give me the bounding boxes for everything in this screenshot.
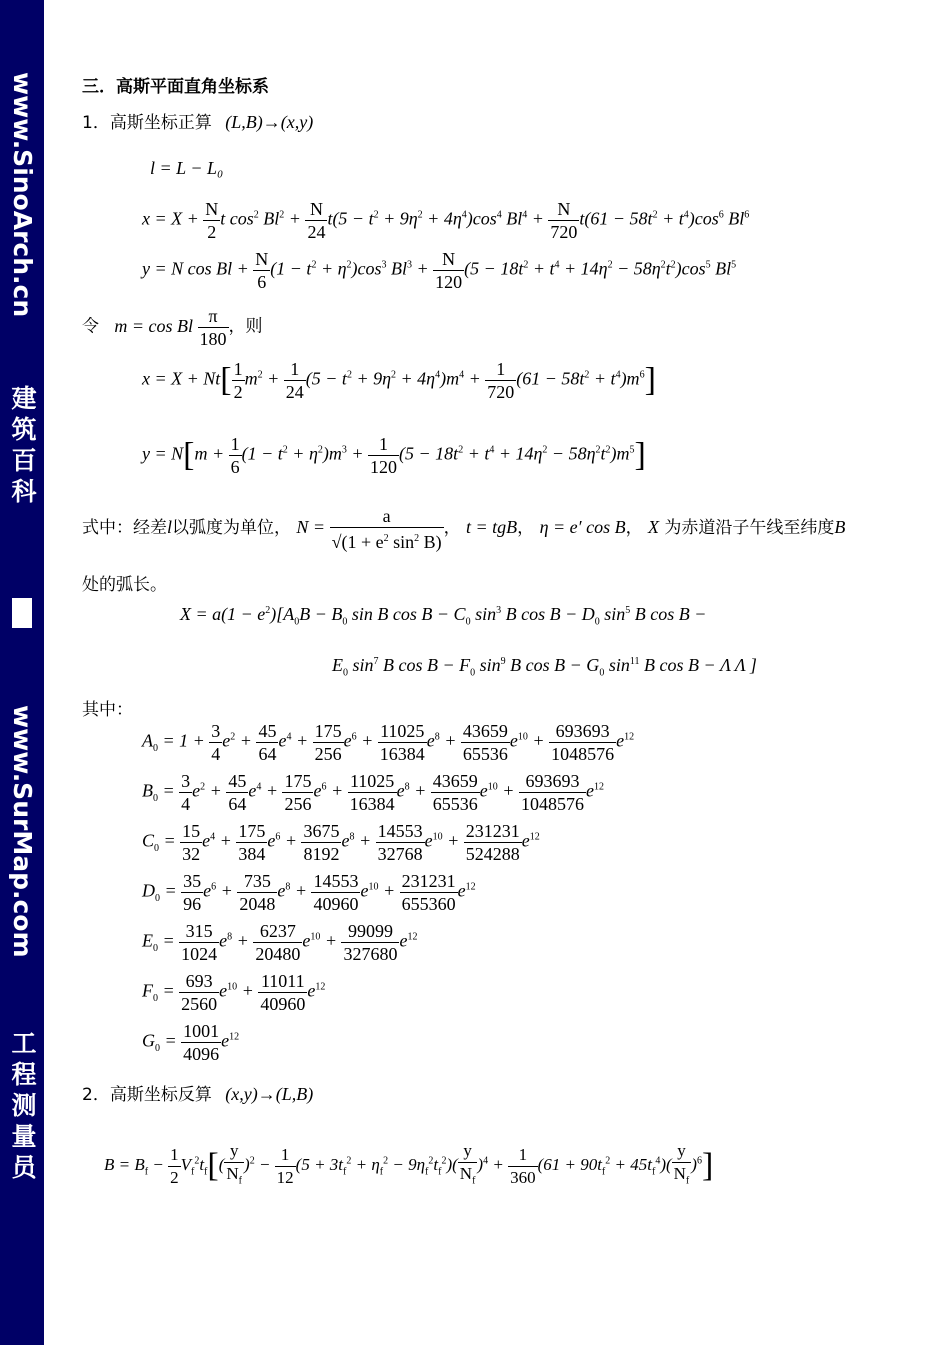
- then-word: ，则: [228, 316, 263, 337]
- section-heading: 三．高斯平面直角坐标系: [82, 77, 269, 97]
- eq-D0: $D_0$ = $\frac{35}{96}$ $e^6$ + $\frac{735}{2048}$ $e^8$ + $\frac{14553}{40960}$ $e^{10}$ + $\frac{231231}{655360}$ $e^{12}$: [142, 871, 476, 914]
- let-line: [82, 305, 263, 350]
- section-2-expr: (x,y)→(L,B): [225, 1084, 314, 1104]
- qizhong-label: 其中：: [82, 700, 133, 720]
- eq-E0: $E_0$ = $\frac{315}{1024}$ $e^8$ + $\frac{6237}{20480}$ $e^{10}$ + $\frac{99099}{327680}$ $e^{12}$: [142, 921, 418, 964]
- sidebar-url-sinoarch[interactable]: www.SinoArch.cn: [8, 72, 37, 318]
- where-line-2: 处的弧长。: [82, 575, 167, 595]
- eq-m-def: m = cos Bl $\frac{\pi}{180}$: [114, 306, 227, 349]
- eq-t-def: t = tgB: [466, 517, 518, 538]
- eq-y-forward: y = N cos Bl + $\frac{N}{6}$ $(1 - t^2 + \eta^2)\cos^3$ $Bl^3$ + $\frac{N}{120}$ $(5 - 18t^2 + t^4 + 14\eta^2 - 58\eta^2t^2)\cos^5$ Bl$^5$: [142, 249, 737, 292]
- eq-x-forward: x = X + $\frac{N}{2}$ t $\cos^2 Bl^2$ + $\frac{N}{24}$ $t(5 - t^2 + 9\eta^2 + 4\eta^4)\cos^4$ $Bl^4$ + $\frac{N}{720}$ $t(61 - 58t^2 + t^4)\cos^6$ Bl$^6$: [142, 199, 750, 242]
- eq-B0: $B_0$ = $\frac{3}{4}$ $e^2$ + $\frac{45}{64}$ $e^4$ + $\frac{175}{256}$ $e^6$ + $\frac{11025}{16384}$ $e^8$ + $\frac{43659}{65536}$ $e^{10}$ + $\frac{693693}{1048576}$ $e^{12}$: [142, 771, 604, 814]
- section-1-label: [82, 108, 313, 133]
- eq-C0: $C_0$ = $\frac{15}{32}$ $e^4$ + $\frac{175}{384}$ $e^6$ + $\frac{3675}{8192}$ $e^8$ + $\frac{14553}{32768}$ $e^{10}$ + $\frac{231231}{524288}$ $e^{12}$: [142, 821, 540, 864]
- eq-eta-def: η = e′ cos B: [539, 517, 626, 538]
- where-mid: 以弧度为单位，: [172, 518, 292, 539]
- where-tail: 为赤道沿子午线至纬度: [664, 518, 835, 539]
- sidebar-banner: [0, 0, 44, 1345]
- section-2-title: 2．高斯坐标反算: [82, 1085, 212, 1105]
- sidebar-title-jianzhu: 建筑百科: [8, 385, 37, 509]
- sidebar-title-gongcheng: 工程测量员: [8, 1030, 37, 1185]
- section-1-expr: (L,B)→(x,y): [225, 112, 314, 132]
- eq-F0: $F_0$ = $\frac{693}{2560}$ $e^{10}$ + $\frac{11011}{40960}$ $e^{12}$: [142, 971, 326, 1014]
- eq-X-arc-1: $X = a(1 - e^2)[A_0B - B_0$ sin B $\cos B - C_0$ $\sin^3 B$ $\cos B - D_0$ $\sin^5 B$ cos B −: [180, 604, 707, 628]
- eq-N-def: N = $\frac{a}{√(1 + e^2 \sin^2 B)}$: [296, 506, 442, 552]
- eq-X-arc-2: $E_0$ $\sin^7 B$ $\cos B - F_0$ $\sin^9 B$ $\cos B - G_0$ $\sin^{11} B$ cos B − Λ Λ ]: [332, 655, 757, 679]
- let-word: 令: [82, 316, 99, 337]
- eq-A0: $A_0 = 1$ + $\frac{3}{4}$ $e^2$ + $\frac{45}{64}$ $e^4$ + $\frac{175}{256}$ $e^6$ + $\frac{11025}{16384}$ $e^8$ + $\frac{43659}{65536}$ $e^{10}$ + $\frac{693693}{1048576}$ $e^{12}$: [142, 721, 635, 764]
- where-line: 式中：经差l以弧度为单位， N = $\frac{a}{√(1 + e^2 \sin^2 B)}$ ， t = tgB， η = e′ cos B， X 为赤道沿子午线至纬度B: [82, 506, 846, 552]
- eq-l: l = L − L₀: [150, 158, 224, 178]
- where-prefix: 式中：经差: [82, 518, 167, 539]
- sidebar-url-surmap[interactable]: www.SurMap.com: [8, 705, 37, 958]
- eq-G0: $G_0$ = $\frac{1001}{4096}$ $e^{12}$: [142, 1021, 240, 1064]
- section-1-title: 1．高斯坐标正算: [82, 113, 212, 133]
- section-2-label: [82, 1080, 313, 1105]
- eq-y-m: y = N[m + $\frac{1}{6}$ $(1 - t^2 + \eta^2)m^3$ + $\frac{1}{120}$ $(5 - 18t^2 + t^4 + 14\eta^2 - 58\eta^2t^2)m^5$]: [142, 434, 646, 477]
- eq-B-inverse: $B = B_f$ − $\frac{1}{2}$ $V_f^2t_f$[( $\frac{y}{N_f}$ )$^2$ − $\frac{1}{12}$ $(5 + 3t_f^2 + \eta_f^2 - 9\eta_f^2t_f^2)$( $\frac{y}{N_f}$ )$^4$ + $\frac{1}{360}$ $(61 + 90t_f^2 + 45t_f^4)$( $\frac{y}{N_f}$ )$^6$]: [104, 1140, 713, 1192]
- sidebar-separator: [12, 598, 32, 628]
- eq-x-m: x = X + Nt[ $\frac{1}{2}$ $m^2$ + $\frac{1}{24}$ $(5 - t^2 + 9\eta^2 + 4\eta^4)m^4$ + $\frac{1}{720}$ $(61 - 58t^2 + t^4)m^6$]: [142, 359, 656, 402]
